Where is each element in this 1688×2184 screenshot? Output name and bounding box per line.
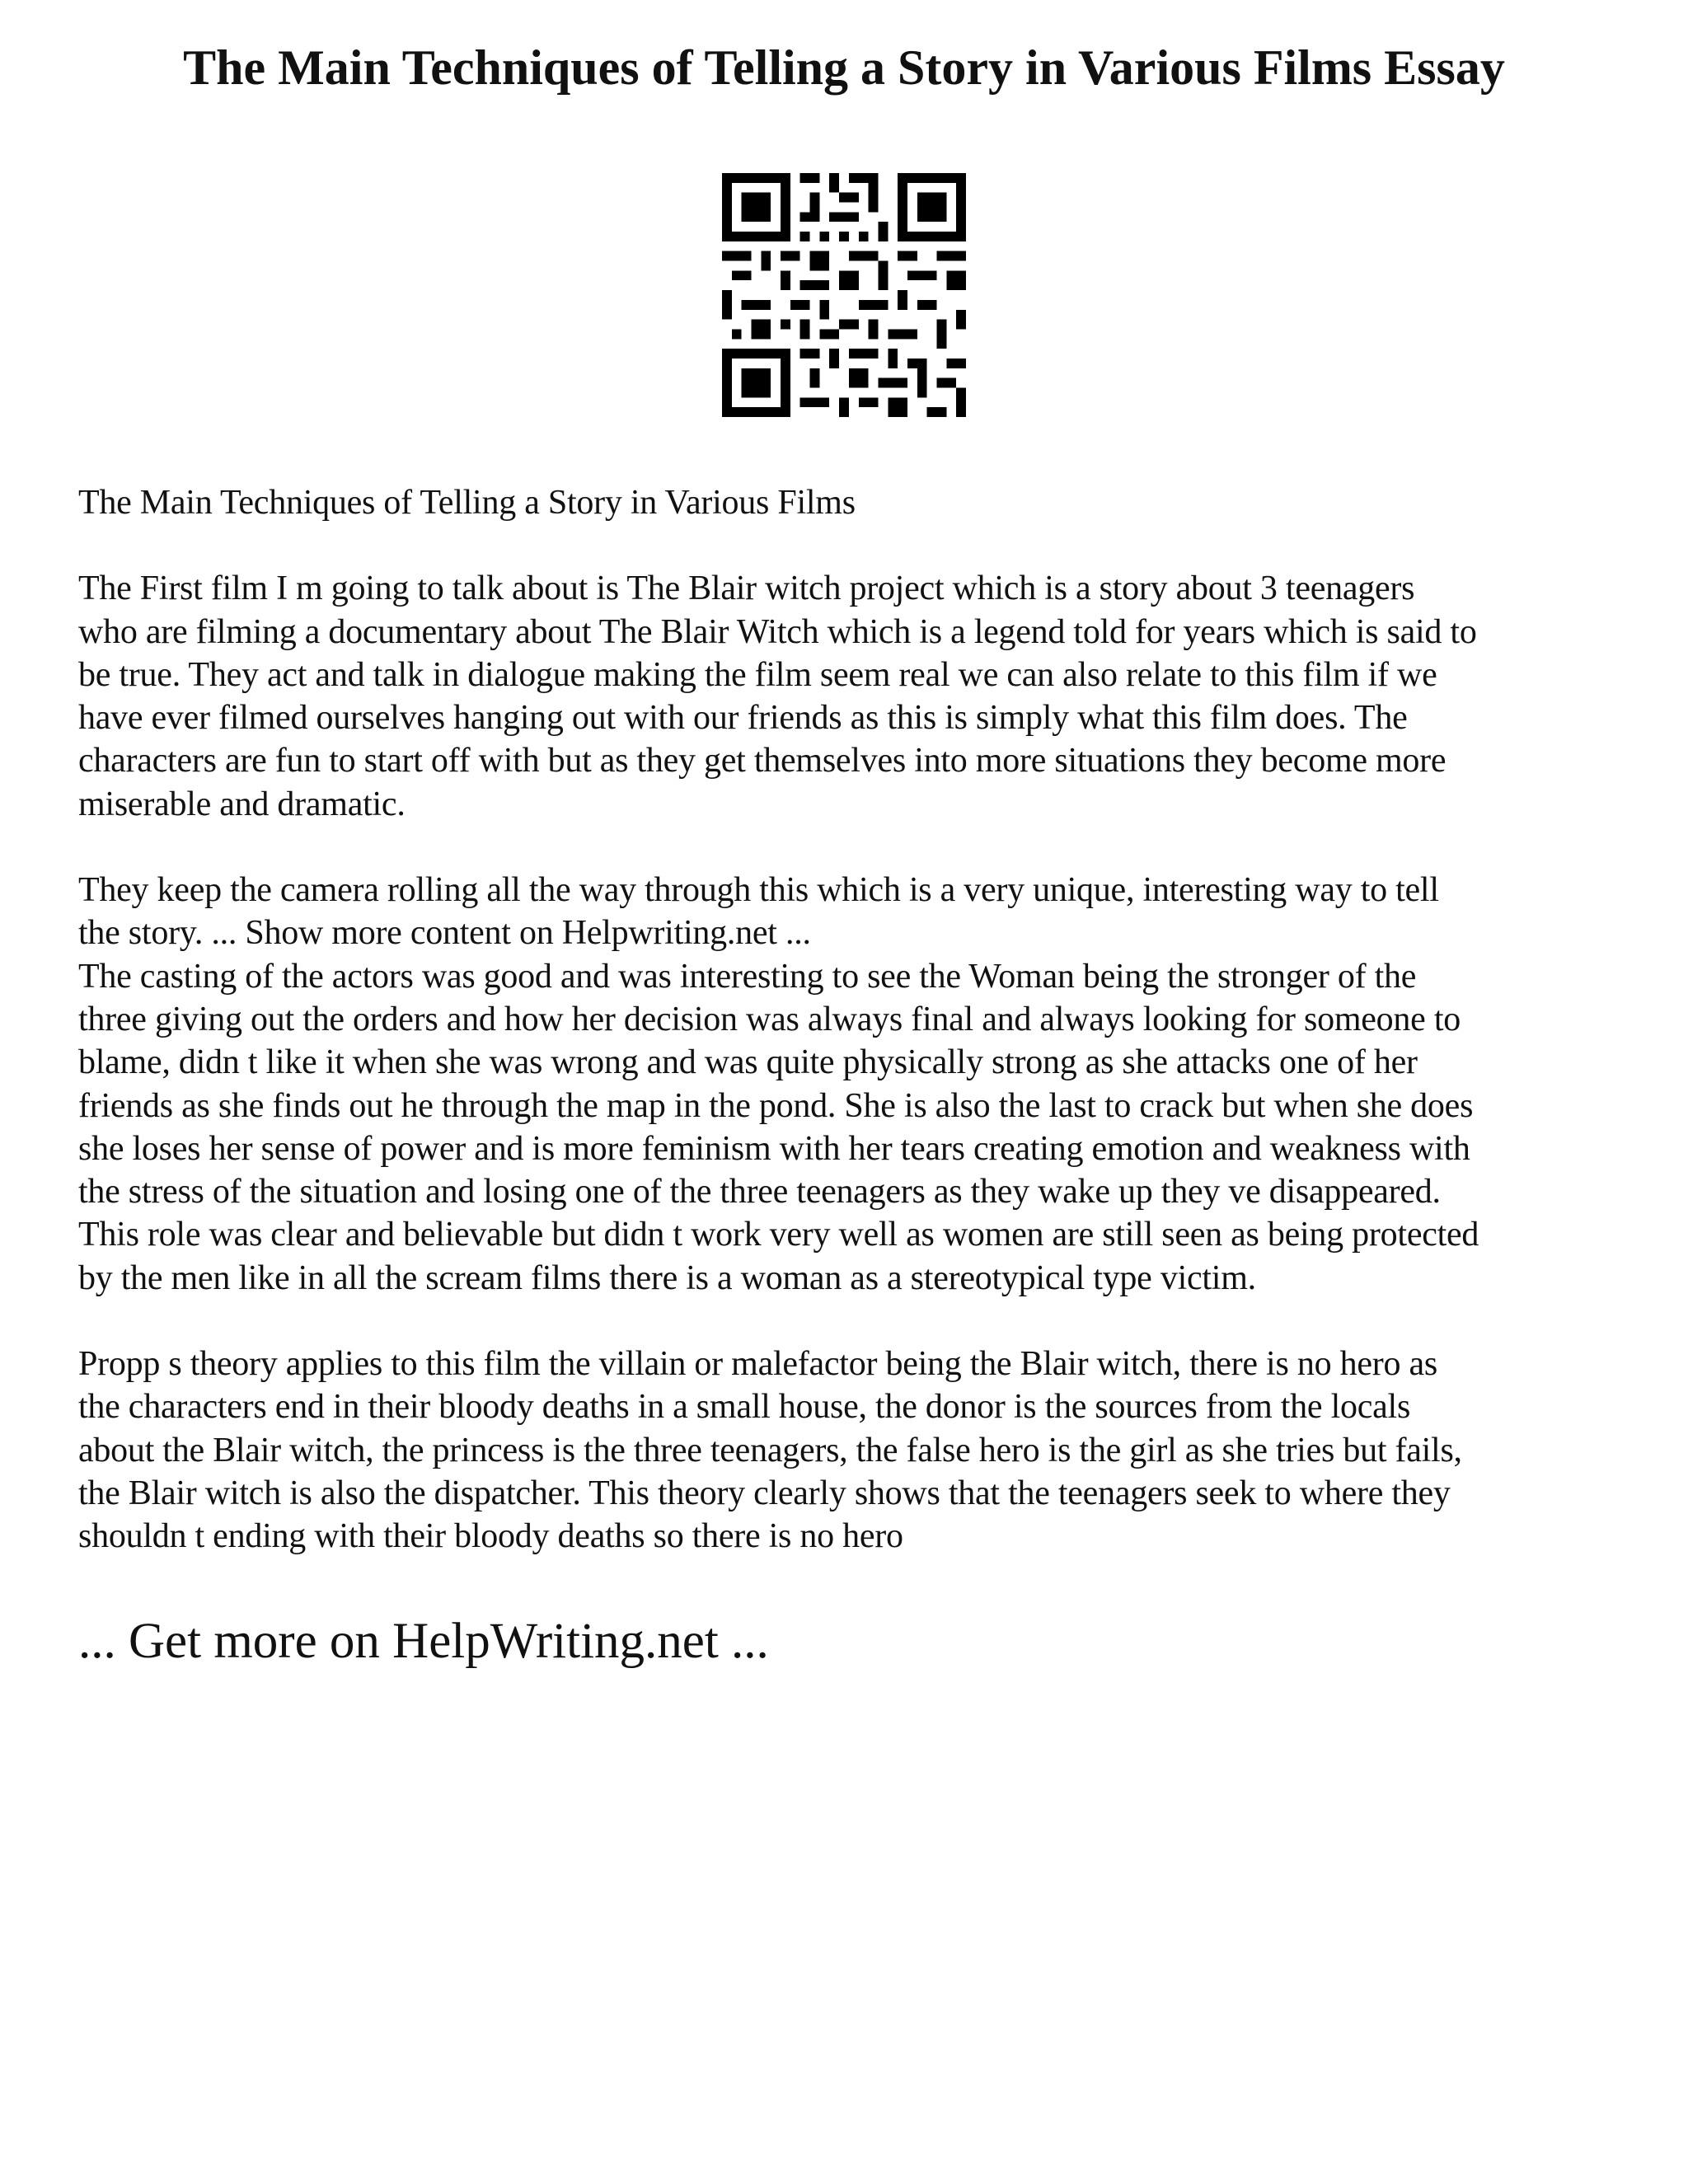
paragraph-line: the stress of the situation and losing one of the three teenagers as they wake up they ve disappeared. bbox=[78, 1173, 1441, 1212]
get-more-link[interactable]: ... Get more on HelpWriting.net ... bbox=[78, 1614, 769, 1669]
paragraph-line: Propp s theory applies to this film the villain or malefactor being the Blair witch, there is no hero as bbox=[78, 1345, 1437, 1384]
paragraph-line: the characters end in their bloody deaths in a small house, the donor is the sources from the locals bbox=[78, 1388, 1411, 1427]
paragraph-line: shouldn t ending with their bloody deaths so there is no hero bbox=[78, 1517, 903, 1556]
paragraph-line: the Blair witch is also the dispatcher. This theory clearly shows that the teenagers seek to where they bbox=[78, 1474, 1451, 1512]
paragraph-line: The casting of the actors was good and was interesting to see the Woman being the stronger of the bbox=[78, 957, 1417, 996]
essay-body bbox=[78, 481, 1628, 1558]
paragraph-line: who are filming a documentary about The Blair Witch which is a legend told for years which is said to bbox=[78, 612, 1477, 651]
paragraph-line: the story. ... Show more content on Helpwriting.net ... bbox=[78, 914, 811, 953]
essay-subtitle: The Main Techniques of Telling a Story in Various Films bbox=[78, 484, 856, 522]
paragraph-line: three giving out the orders and how her decision was always final and always looking for someone to bbox=[78, 1000, 1461, 1038]
document-title: The Main Techniques of Telling a Story in Various Films Essay bbox=[183, 40, 1505, 95]
paragraph-line: she loses her sense of power and is more feminism with her tears creating emotion and weakness with bbox=[78, 1129, 1470, 1168]
paragraph-line: friends as she finds out he through the map in the pond. She is also the last to crack but when she does bbox=[78, 1086, 1474, 1125]
paragraph-line: be true. They act and talk in dialogue making the film seem real we can also relate to this film if we bbox=[78, 655, 1437, 694]
paragraph-line: characters are fun to start off with but as they get themselves into more situations they become more bbox=[78, 742, 1447, 780]
paragraph-line: The First film I m going to talk about is The Blair witch project which is a story about 3 teenagers bbox=[78, 569, 1415, 608]
paragraph-4 bbox=[78, 1343, 1628, 1558]
paragraph-line: This role was clear and believable but didn t work very well as women are still seen as being protected bbox=[78, 1216, 1479, 1254]
qr-code-icon bbox=[722, 173, 966, 417]
paragraph-line: They keep the camera rolling all the way through this which is a very unique, interesting way to tell bbox=[78, 871, 1439, 910]
paragraph-line: miserable and dramatic. bbox=[78, 785, 406, 823]
paragraph-3 bbox=[78, 955, 1628, 1300]
paragraph-1 bbox=[78, 567, 1628, 826]
paragraph-line: about the Blair witch, the princess is the three teenagers, the false hero is the girl as she tries but fails, bbox=[78, 1431, 1462, 1469]
paragraph-2 bbox=[78, 869, 1628, 955]
paragraph-line: blame, didn t like it when she was wrong and was quite physically strong as she attacks one of her bbox=[78, 1043, 1418, 1082]
paragraph-line: by the men like in all the scream films there is a woman as a stereotypical type victim. bbox=[78, 1258, 1256, 1297]
paragraph-line: have ever filmed ourselves hanging out with our friends as this is simply what this film does. The bbox=[78, 699, 1408, 738]
